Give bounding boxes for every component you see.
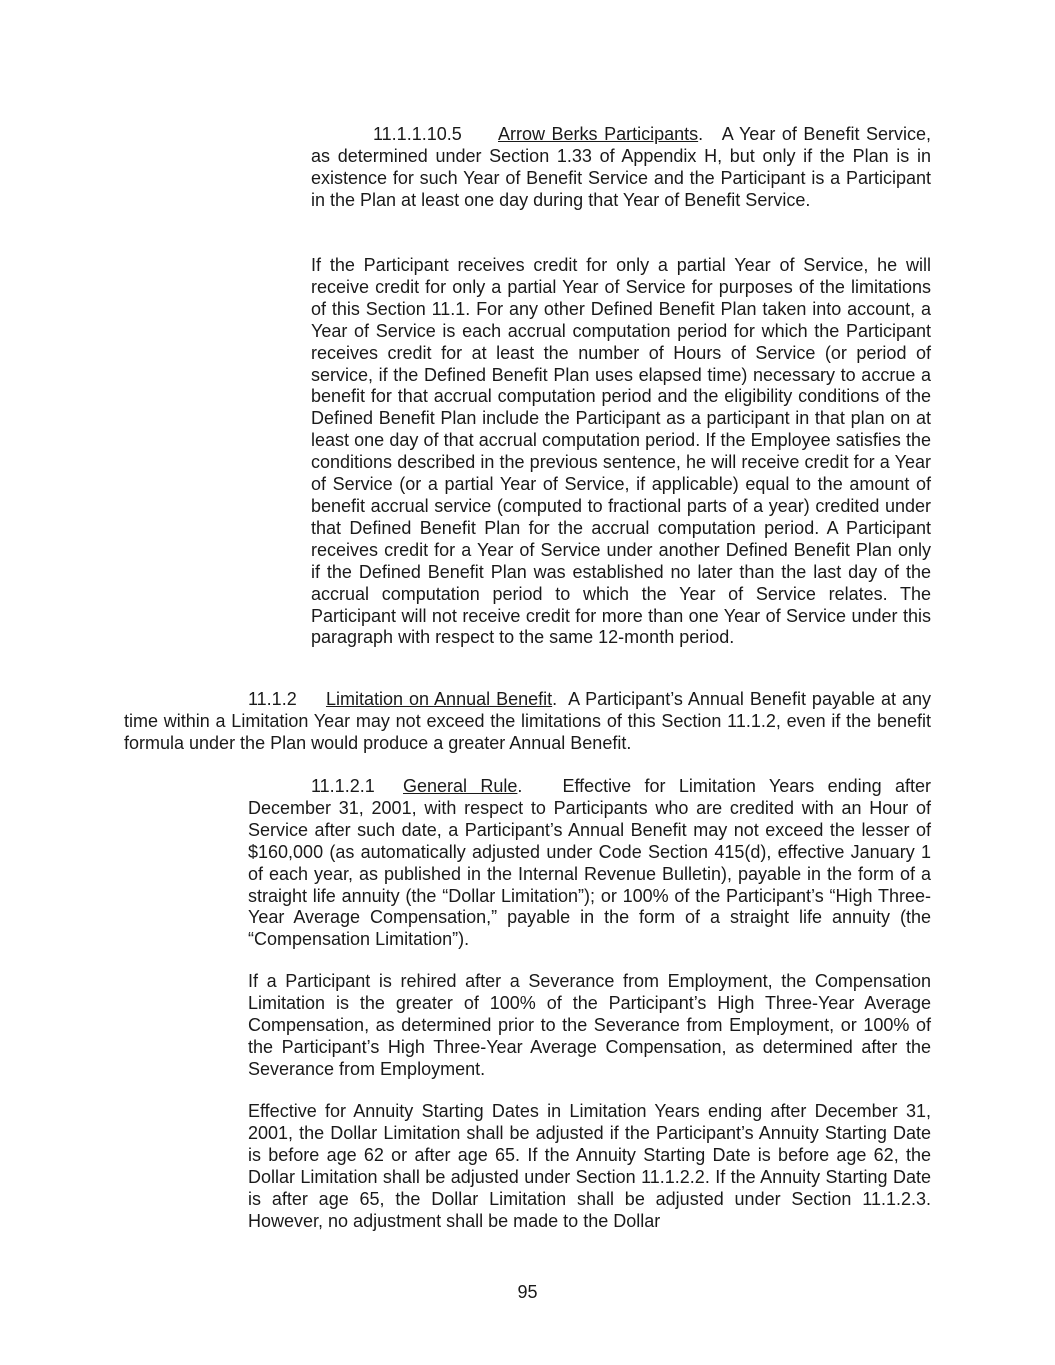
section-11-1-1-10-5: 11.1.1.10.5 Arrow Berks Participants. A Year of Benefit Service, as determined under Section 1.33 of Appendix H, but only if the Plan is in existence for such Year of Benefit Service and the Participant is a Participant in the Plan at least one day during that Year of Benefit Service. [311, 124, 931, 210]
section-body: Effective for Limitation Years ending after December 31, 2001, with respect to Participants who are credited with an Hour of Service after such date, a Participant’s Annual Benefit may not exceed the lesser of $160,000 (as automatically adjusted under Code Section 415(d), effective January 1 of each year, as published in the Internal Revenue Bulletin), payable in the form of a straight life annuity (the “Dollar Limitation”); or 100% of the Participant’s “High Three-Year Average Compensation,” payable in the form of a straight life annuity (the “Compensation Limitation”). [248, 776, 931, 950]
section-number: 11.1.2 [248, 689, 297, 709]
annuity-paragraph: Effective for Annuity Starting Dates in Limitation Years ending after December 31, 2001, the Dollar Limitation shall be adjusted if the Participant’s Annuity Starting Date is before age 62 or after age 65. If the Annuity Starting Date is before age 62, the Dollar Limitation shall be adjusted under Section 11.1.2.2. If the Annuity Starting Date is after age 65, the Dollar Limitation shall be adjusted under Section 11.1.2.3. However, no adjustment shall be made to the Dollar [248, 1101, 931, 1231]
section-number: 11.1.2.1 [311, 776, 375, 796]
page-number: 95 [517, 1282, 538, 1302]
section-11-1-2-1: 11.1.2.1 General Rule. Effective for Limitation Years ending after December 31, 2001, with respect to Participants who are credited with an Hour of Service after such date, a Participant’s Annual Benefit may not exceed the lesser of $160,000 (as automatically adjusted under Code Section 415(d), effective January 1 of each year, as published in the Internal Revenue Bulletin), payable in the form of a straight life annuity (the “Dollar Limitation”); or 100% of the Participant’s “High Three-Year Average Compensation,” payable in the form of a straight life annuity (the “Compensation Limitation”). [248, 776, 931, 950]
section-body: A Participant’s Annual Benefit payable at any time within a Limitation Year may not exceed the limitations of this Section 11.1.2, even if the benefit formula under the Plan would produce a greater Annual Benefit. [124, 689, 932, 753]
section-heading: General Rule [403, 776, 518, 796]
section-11-1-2: 11.1.2 Limitation on Annual Benefit. A Participant’s Annual Benefit payable at any time within a Limitation Year may not exceed the limitations of this Section 11.1.2, even if the benefit formula under the Plan would produce a greater Annual Benefit. [124, 689, 932, 753]
section-body: A Year of Benefit Service, as determined under Section 1.33 of Appendix H, but only if the Plan is in existence for such Year of Benefit Service and the Participant is a Participant in the Plan at least one day during that Year of Benefit Service. [311, 124, 931, 210]
rehire-paragraph: If a Participant is rehired after a Severance from Employment, the Compensation Limitation is the greater of 100% of the Participant’s High Three-Year Average Compensation, as determined prior to the Severance from Employment, or 100% of the Participant’s High Three-Year Average Compensation, as determined after the Severance from Employment. [248, 971, 931, 1079]
section-number: 11.1.1.10.5 [373, 124, 462, 144]
section-heading: Arrow Berks Participants [498, 124, 699, 144]
section-heading: Limitation on Annual Benefit [326, 689, 553, 709]
partial-year-paragraph: If the Participant receives credit for only a partial Year of Service, he will receive credit for only a partial Year of Service for purposes of the limitations of this Section 11.1. For any other Defined Benefit Plan taken into account, a Year of Service is each accrual computation period for which the Participant receives credit for at least the number of Hours of Service (or period of service, if the Defined Benefit Plan uses elapsed time) necessary to accrue a benefit for that accrual computation period and the eligibility conditions of the Defined Benefit Plan include the Participant as a participant in that plan on at least one day of that accrual computation period. If the Employee satisfies the conditions described in the previous sentence, he will receive credit for a Year of Service (or a partial Year of Service, if applicable) equal to the amount of benefit accrual service (computed to fractional parts of a year) credited under that Defined Benefit Plan for the accrual computation period. A Participant receives credit for a Year of Service under another Defined Benefit Plan only if the Defined Benefit Plan was established no later than the last day of the accrual computation period to which the Year of Service relates. The Participant will not receive credit for more than one Year of Service under this paragraph with respect to the same 12-month period. [311, 255, 931, 648]
